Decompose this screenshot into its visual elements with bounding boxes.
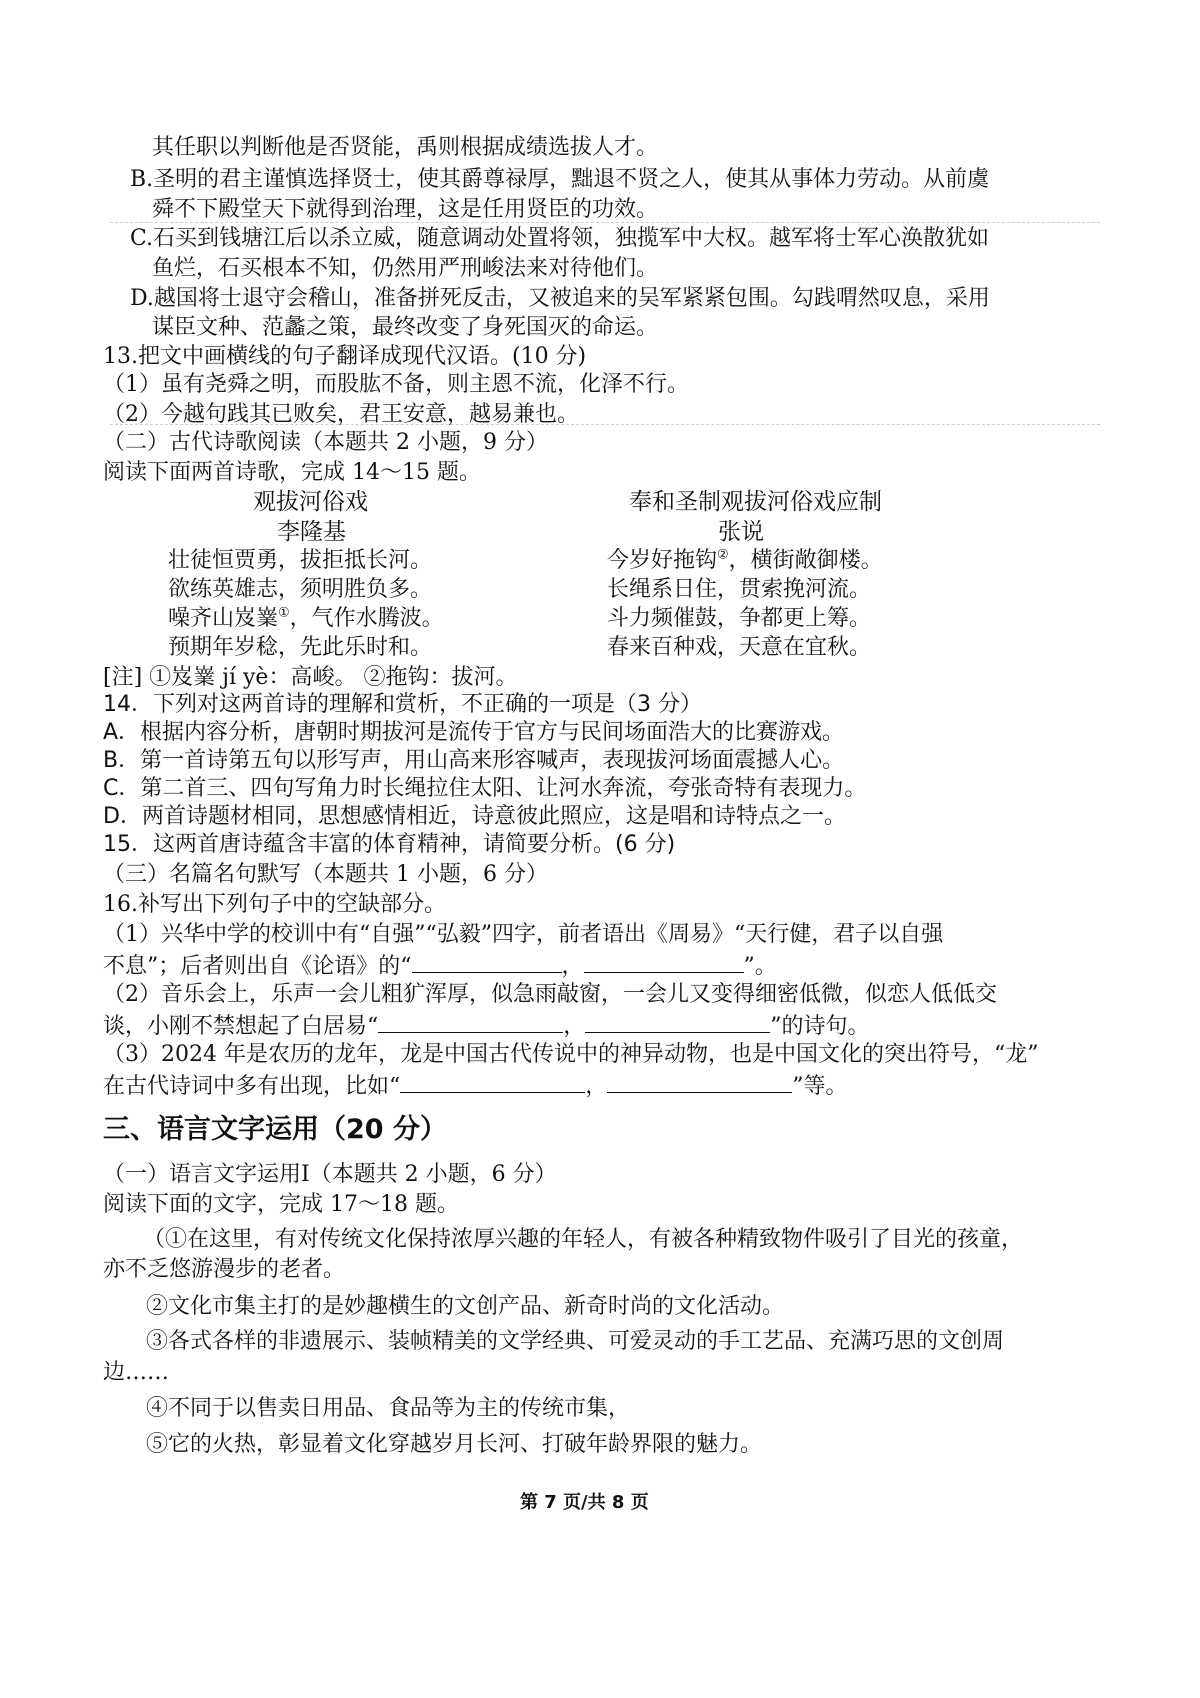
poem-1-author: 李隆基: [277, 519, 346, 545]
option-c-line1: C.石买到钱塘江后以杀立威，随意调动处置将领，独揽军中大权。越军将士军心涣散犹如: [130, 226, 990, 251]
part-3-instructions: 阅读下面的文字，完成 17～18 题。: [103, 1192, 459, 1217]
poem-instructions: 阅读下面两首诗歌，完成 14～15 题。: [103, 460, 481, 485]
question-13-sentence-2: （2）今越句践其已败矣，君王安意，越易兼也。: [103, 402, 579, 427]
question-16-part-2-line2: 谈，小刚不禁想起了白居易“ ， ”的诗句。: [103, 1010, 870, 1040]
answer-blank[interactable]: [607, 1070, 792, 1093]
passage-sentence-3-line2: 边……: [103, 1360, 170, 1385]
question-14-option-b: B．第一首诗第五句以形写声，用山高来形容喊声，表现拔河场面震撼人心。: [103, 748, 845, 773]
answer-blank[interactable]: [412, 950, 562, 973]
passage-sentence-4: ④不同于以售卖日用品、食品等为主的传统市集，: [146, 1396, 631, 1421]
passage-sentence-1-line2: 亦不乏悠游漫步的老者。: [103, 1257, 346, 1282]
poem-1-title: 观拔河俗戏: [253, 489, 368, 515]
page-number: 第 7 页/共 8 页: [520, 1492, 649, 1513]
part-3-subsection-heading: （一）语言文字运用Ⅰ（本题共 2 小题，6 分）: [103, 1162, 557, 1187]
answer-blank[interactable]: [378, 1010, 563, 1033]
dashed-divider: [110, 222, 1100, 223]
option-a-continuation: 其任职以判断他是否贤能，禹则根据成绩选拔人才。: [152, 135, 659, 160]
poem-2-line-1: 今岁好拖钩②，横街敞御楼。: [607, 547, 883, 573]
poem-2-title: 奉和圣制观拔河俗戏应制: [629, 489, 882, 515]
question-16-stem: 16.补写出下列句子中的空缺部分。: [103, 892, 446, 917]
poem-1-line-2: 欲练英雄志，须明胜负多。: [168, 577, 433, 602]
footnote-mark-1: ①: [278, 605, 290, 621]
section-3-heading: （三）名篇名句默写（本题共 1 小题，6 分）: [103, 862, 548, 887]
question-14-option-a: A．根据内容分析，唐朝时期拔河是流传于官方与民间场面浩大的比赛游戏。: [103, 720, 845, 745]
section-2-heading: （二）古代诗歌阅读（本题共 2 小题，9 分）: [103, 430, 548, 455]
poem-2-author: 张说: [718, 519, 764, 545]
passage-sentence-3-line1: ③各式各样的非遗展示、装帧精美的文学经典、可爱灵动的手工艺品、充满巧思的文创周: [146, 1329, 1005, 1354]
poem-1-line-3: 噪齐山岌嶪①，气作水腾波。: [168, 605, 444, 631]
passage-sentence-2: ②文化市集主打的是妙趣横生的文创产品、新奇时尚的文化活动。: [146, 1294, 785, 1319]
poem-1-line-4: 预期年岁稔，先此乐时和。: [168, 635, 433, 660]
passage-sentence-1-line1: （①在这里，有对传统文化保持浓厚兴趣的年轻人，有被各种精致物件吸引了目光的孩童，: [143, 1227, 1024, 1252]
option-d-line1: D.越国将士退守会稽山，准备拼死反击，又被追来的吴军紧紧包围。勾践喟然叹息，采用: [130, 286, 990, 311]
question-13-sentence-1: （1）虽有尧舜之明，而股肱不备，则主恩不流，化泽不行。: [103, 372, 689, 397]
question-16-part-3-line1: （3）2024 年是农历的龙年，龙是中国古代传说中的神异动物，也是中国文化的突出符号，“龙”: [103, 1042, 1039, 1067]
option-b-line1: B.圣明的君主谨慎选择贤士，使其爵尊禄厚，黜退不贤之人，使其从事体力劳动。从前虞: [130, 167, 990, 192]
option-b-line2: 舜不下殿堂天下就得到治理，这是任用贤臣的功效。: [152, 197, 659, 222]
question-13-stem: 13.把文中画横线的句子翻译成现代汉语。(10 分): [103, 344, 587, 369]
answer-blank[interactable]: [400, 1070, 585, 1093]
dashed-divider: [110, 424, 1100, 425]
question-15: 15．这两首唐诗蕴含丰富的体育精神，请简要分析。(6 分): [103, 832, 676, 857]
passage-sentence-5: ⑤它的火热，彰显着文化穿越岁月长河、打破年龄界限的魅力。: [146, 1432, 763, 1457]
question-16-part-1-line2: 不息”；后者则出自《论语》的“ ， ”。: [103, 950, 777, 980]
question-14-option-c: C．第二首三、四句写角力时长绳拉住太阳、让河水奔流，夸张奇特有表现力。: [103, 776, 867, 801]
poem-2-line-3: 斗力频催鼓，争都更上筹。: [607, 606, 872, 631]
question-16-part-2-line1: （2）音乐会上，乐声一会儿粗犷浑厚，似急雨敲窗，一会儿又变得细密低微，似恋人低低交: [103, 982, 998, 1007]
poem-2-line-2: 长绳系日住，贯索挽河流。: [607, 577, 872, 602]
footnote-mark-2: ②: [717, 547, 729, 563]
poem-2-line-4: 春来百种戏，天意在宜秋。: [607, 635, 872, 660]
option-c-line2: 鱼烂，石买根本不知，仍然用严刑峻法来对待他们。: [152, 256, 659, 281]
question-14-stem: 14．下列对这两首诗的理解和赏析，不正确的一项是（3 分）: [103, 692, 702, 717]
answer-blank[interactable]: [585, 1010, 770, 1033]
question-16-part-1-line1: （1）兴华中学的校训中有“自强”“弘毅”四字，前者语出《周易》“天行健，君子以自强: [103, 922, 944, 947]
option-d-line2: 谋臣文种、范蠡之策，最终改变了身死国灭的命运。: [152, 315, 659, 340]
question-16-part-3-line2: 在古代诗词中多有出现，比如“ ， ”等。: [103, 1070, 848, 1100]
poem-notes: [注] ①岌嶪 jí yè：高峻。 ②拖钩：拔河。: [103, 665, 518, 690]
poem-1-line-1: 壮徒恒贾勇，拔拒抵长河。: [168, 548, 433, 573]
answer-blank[interactable]: [584, 950, 744, 973]
question-14-option-d: D．两首诗题材相同，思想感情相近，诗意彼此照应，这是唱和诗特点之一。: [103, 804, 846, 829]
part-3-heading: 三、语言文字运用（20 分）: [103, 1114, 447, 1145]
